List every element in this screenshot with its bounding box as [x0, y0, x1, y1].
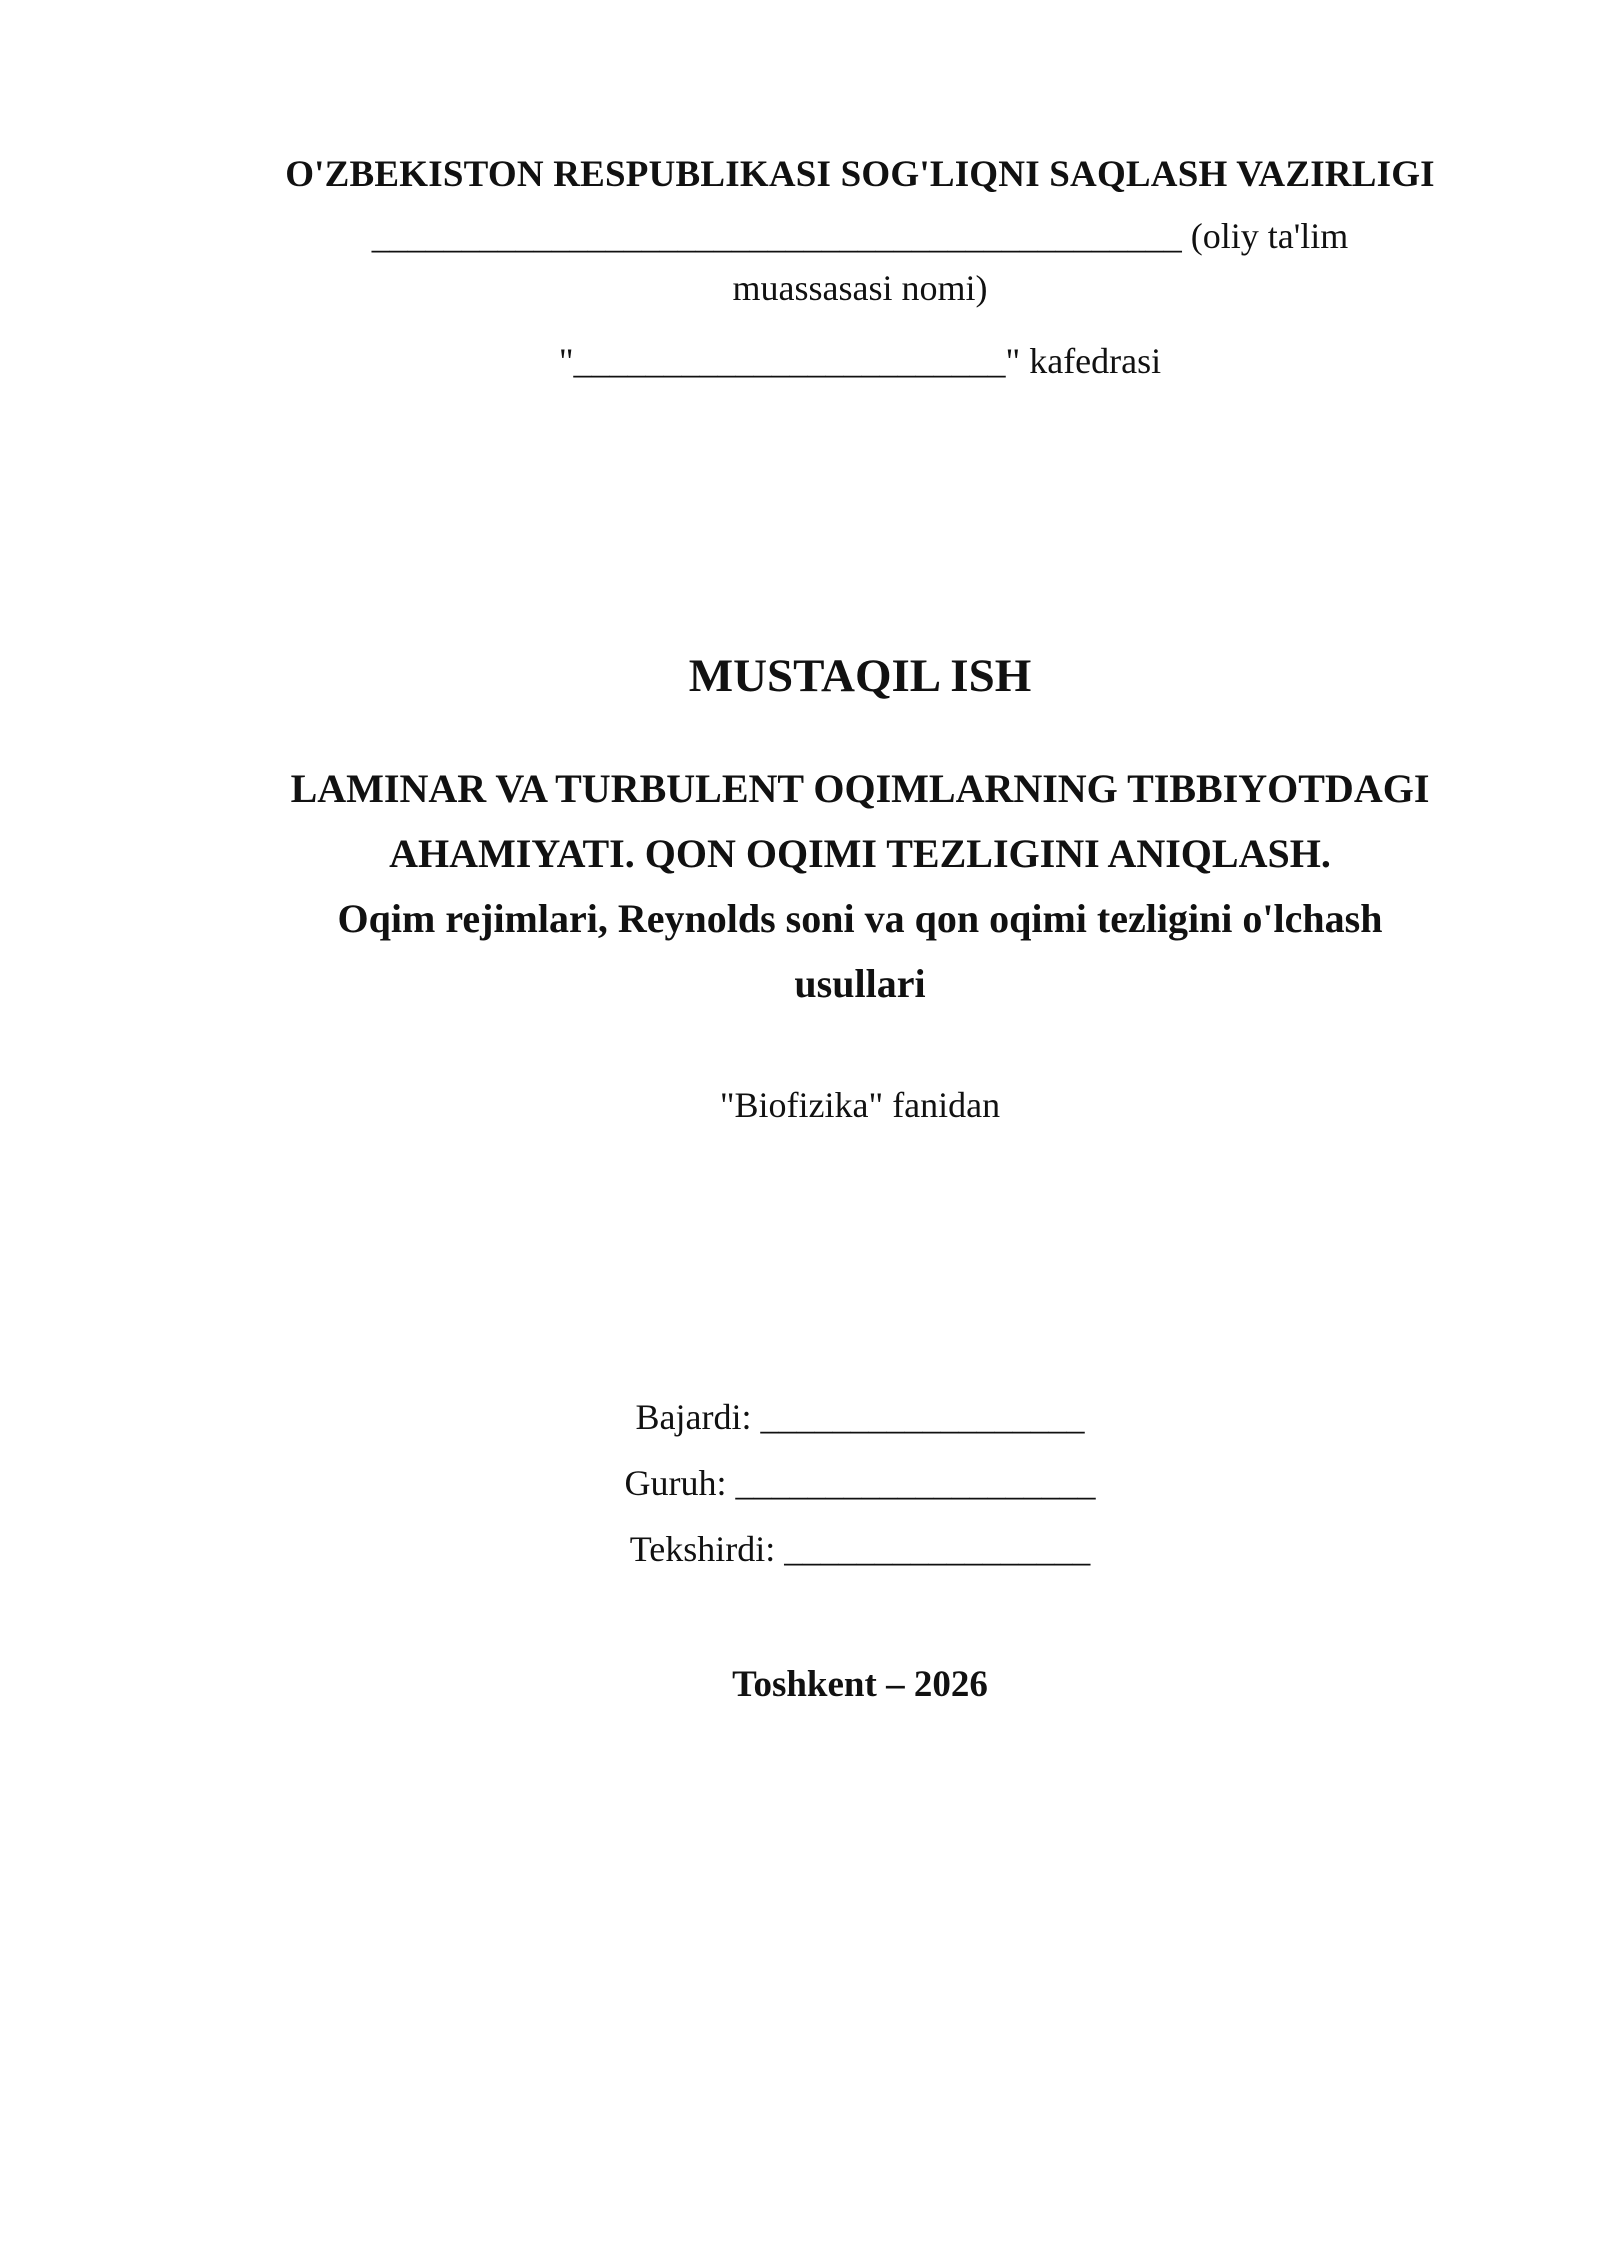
checked-by-field: Tekshirdi: _________________ [629, 1529, 1091, 1569]
document-title: LAMINAR VA TURBULENT OQIMLARNING TIBBIYOTDAGI AHAMIYATI. QON OQIMI TEZLIGINI ANIQLASH. [290, 766, 1430, 876]
subject-line: "Biofizika" fanidan [719, 1085, 1001, 1125]
city-year-footer: Toshkent – 2026 [732, 1664, 988, 1705]
document-subtitle: Oqim rejimlari, Reynolds soni va qon oqimi tezligini o'lchash usullari [337, 896, 1383, 1006]
performed-by-field: Bajardi: __________________ [635, 1397, 1085, 1437]
group-field: Guruh: ____________________ [624, 1463, 1096, 1503]
institution-name-line: _____________________________________________ (oliy ta'lim muassasasi nomi) [371, 216, 1349, 308]
work-type-heading: MUSTAQIL ISH [688, 650, 1032, 702]
signature-fields [240, 1384, 1480, 1582]
ministry-heading: O'ZBEKISTON RESPUBLIKASI SOG'LIQNI SAQLASH VAZIRLIGI [285, 154, 1435, 195]
department-line: "________________________" kafedrasi [558, 341, 1162, 381]
